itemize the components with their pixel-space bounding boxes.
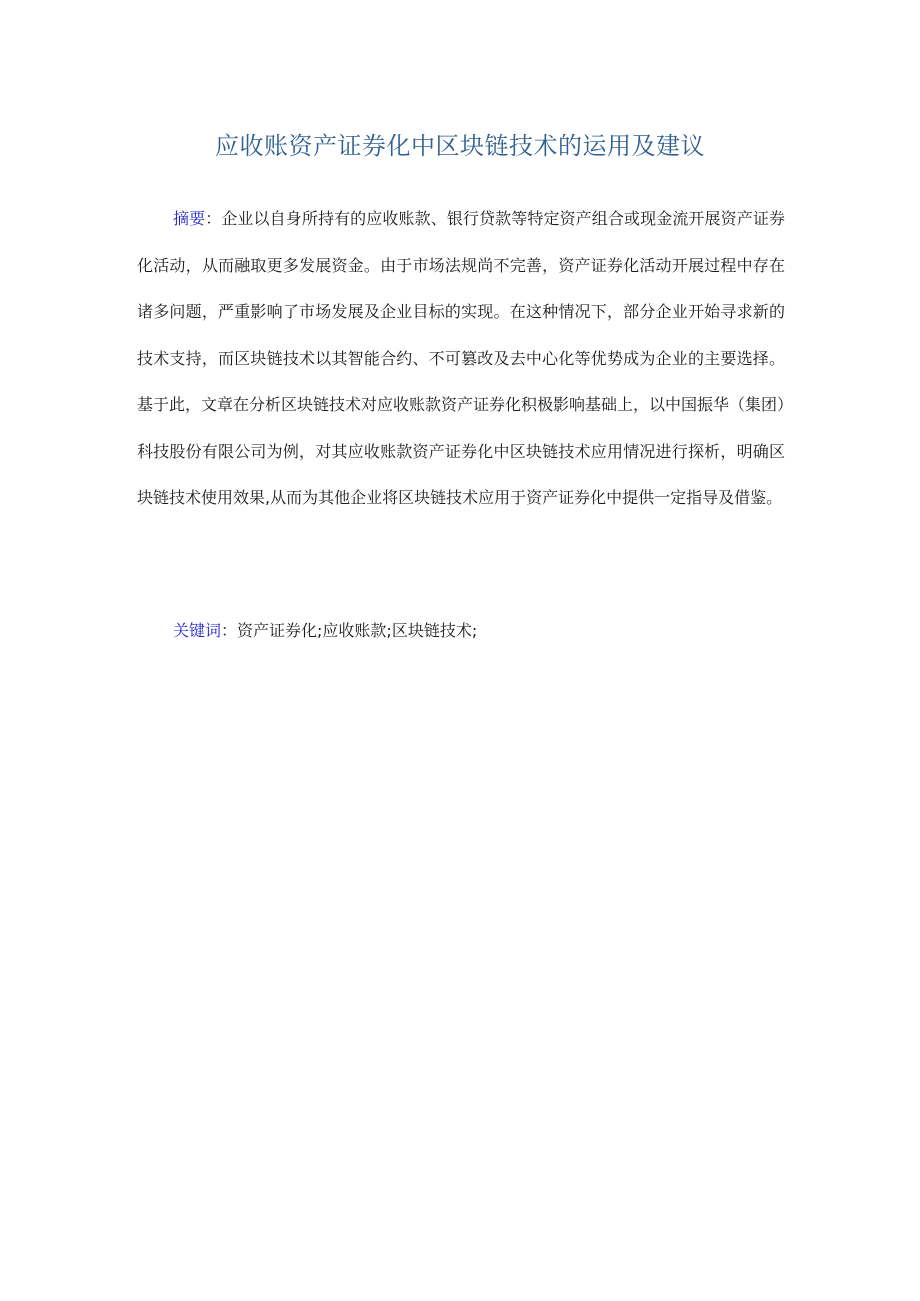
abstract-separator: ： xyxy=(205,209,222,228)
abstract-paragraph xyxy=(137,196,785,522)
document-title: 应收账资产证券化中区块链技术的运用及建议 xyxy=(215,132,705,160)
keywords-text: 资产证券化;应收账款;区块链技术; xyxy=(237,621,478,640)
keywords-paragraph xyxy=(137,614,785,648)
abstract-text: 企业以自身所持有的应收账款、银行贷款等特定资产组合或现金流开展资产证券化活动，从而融取更多发展资金。由于市场法规尚不完善，资产证券化活动开展过程中存在诸多问题，严重影响了市场发展及企业目标的实现。在这种情况下，部分企业开始寻求新的技术支持，而区块链技术以其智能合约、不可篡改及去中心化等优势成为企业的主要选择。基于此，文章在分析区块链技术对应收账款资产证券化积极影响基础上，以中国振华（集团）科技股份有限公司为例，对其应收账款资产证券化中区块链技术应用情况进行探析，明确区块链技术使用效果,从而为其他企业将区块链技术应用于资产证券化中提供一定指导及借鉴。 xyxy=(137,209,786,507)
abstract-label: 摘要 xyxy=(173,209,206,228)
keywords-label: 关键词 xyxy=(173,621,222,640)
keywords-separator: ： xyxy=(221,621,238,640)
